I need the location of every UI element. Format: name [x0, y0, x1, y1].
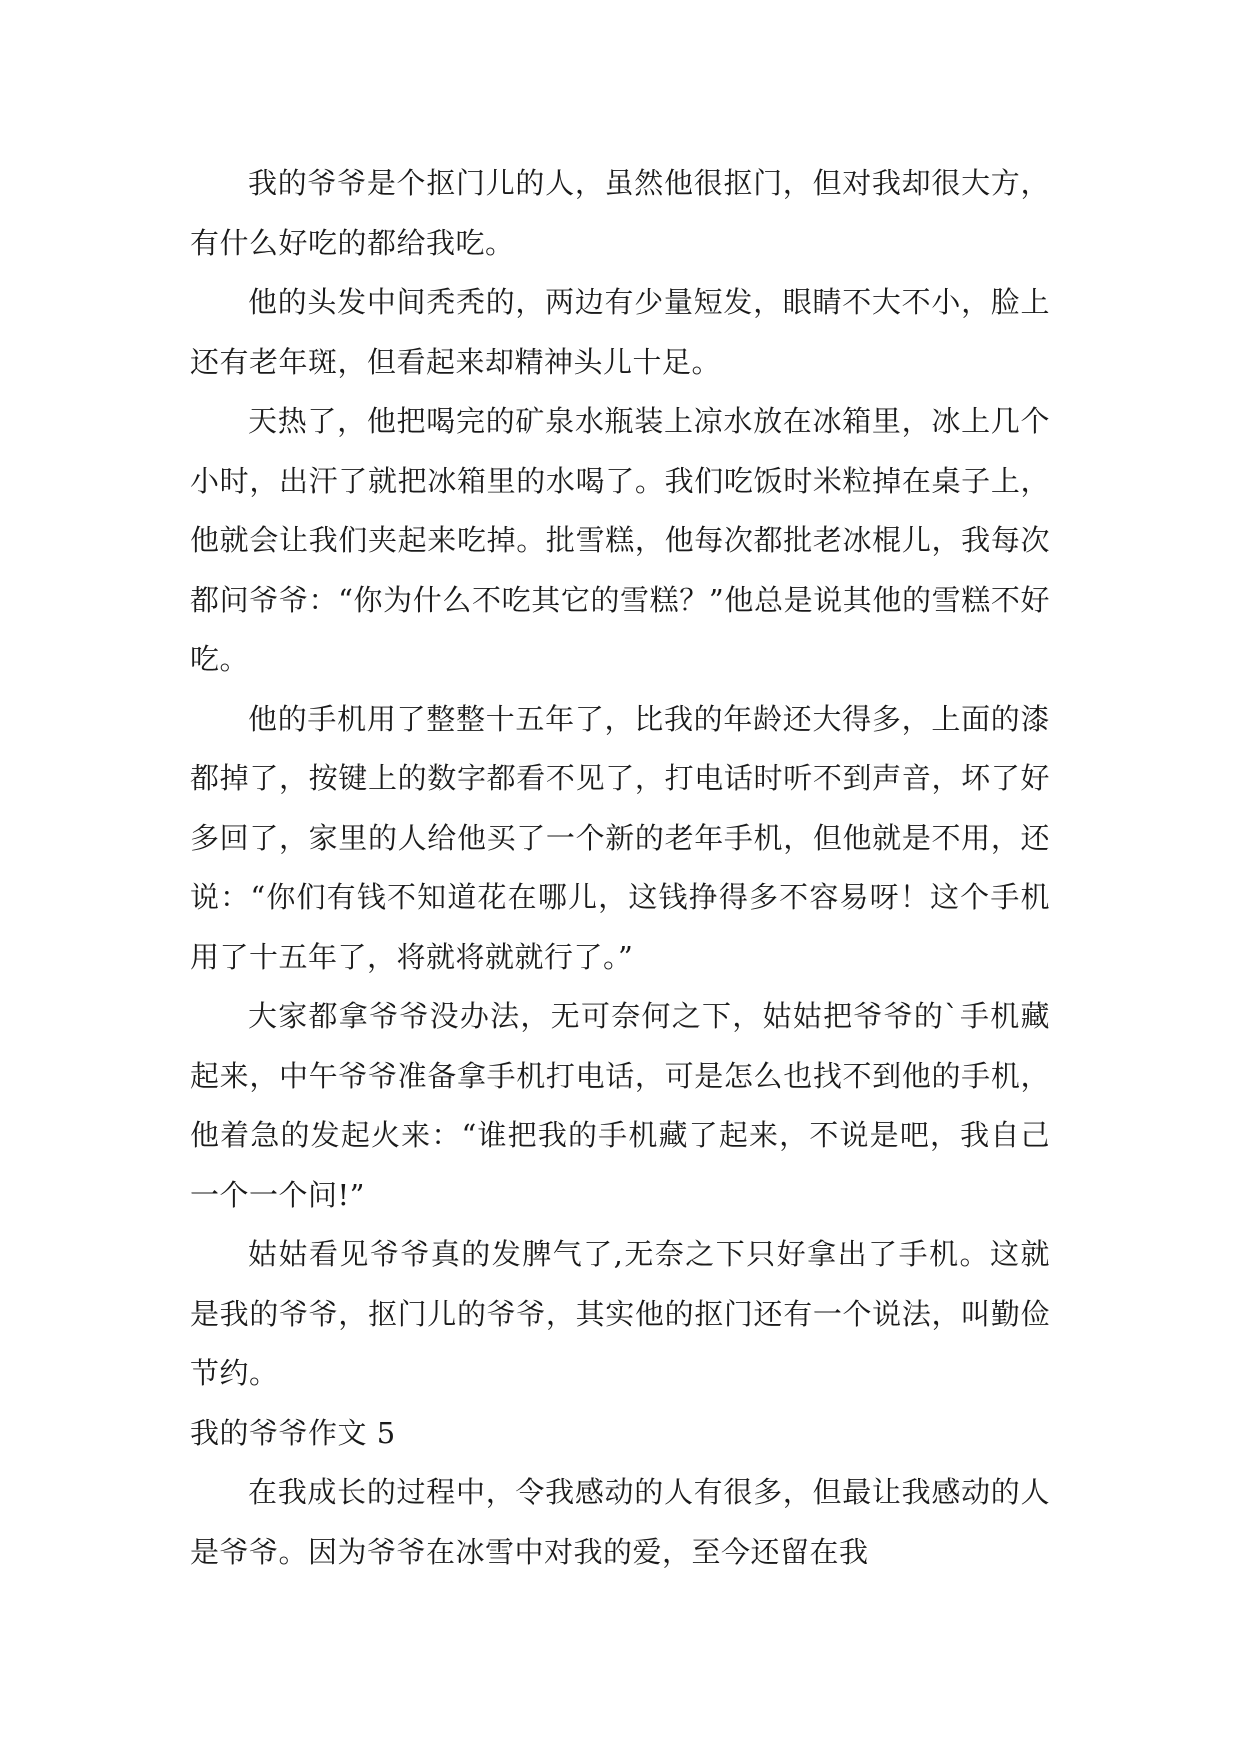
paragraph-3: 天热了，他把喝完的矿泉水瓶装上凉水放在冰箱里，冰上几个小时，出汗了就把冰箱里的水喝了。我们吃饭时米粒掉在桌子上，他就会让我们夹起来吃掉。批雪糕，他每次都批老冰棍儿，我每次都问爷爷：“你为什么不吃其它的雪糕？”他总是说其他的雪糕不好吃。 [190, 404, 1050, 676]
document-page [190, 154, 1050, 1582]
paragraph-2: 他的头发中间秃秃的，两边有少量短发，眼睛不大不小，脸上还有老年斑，但看起来却精神头儿十足。 [190, 285, 1050, 379]
paragraph-6: 姑姑看见爷爷真的发脾气了,无奈之下只好拿出了手机。这就是我的爷爷，抠门儿的爷爷，其实他的抠门还有一个说法，叫勤俭节约。 [190, 1237, 1050, 1390]
paragraph-7: 在我成长的过程中，令我感动的人有很多，但最让我感动的人是爷爷。因为爷爷在冰雪中对我的爱，至今还留在我 [190, 1475, 1050, 1569]
paragraph-4: 他的手机用了整整十五年了，比我的年龄还大得多，上面的漆都掉了，按键上的数字都看不见了，打电话时听不到声音，坏了好多回了，家里的人给他买了一个新的老年手机，但他就是不用，还说：“你们有钱不知道花在哪儿，这钱挣得多不容易呀！这个手机用了十五年了，将就将就就行了。” [190, 701, 1050, 974]
paragraph-1: 我的爷爷是个抠门儿的人，虽然他很抠门，但对我却很大方，有什么好吃的都给我吃。 [190, 166, 1050, 260]
section-heading: 我的爷爷作文 5 [190, 1415, 396, 1450]
paragraph-5: 大家都拿爷爷没办法，无可奈何之下，姑姑把爷爷的`手机藏起来，中午爷爷准备拿手机打电话，可是怎么也找不到他的手机，他着急的发起火来：“谁把我的手机藏了起来，不说是吧，我自己一个一个问!” [190, 999, 1050, 1212]
